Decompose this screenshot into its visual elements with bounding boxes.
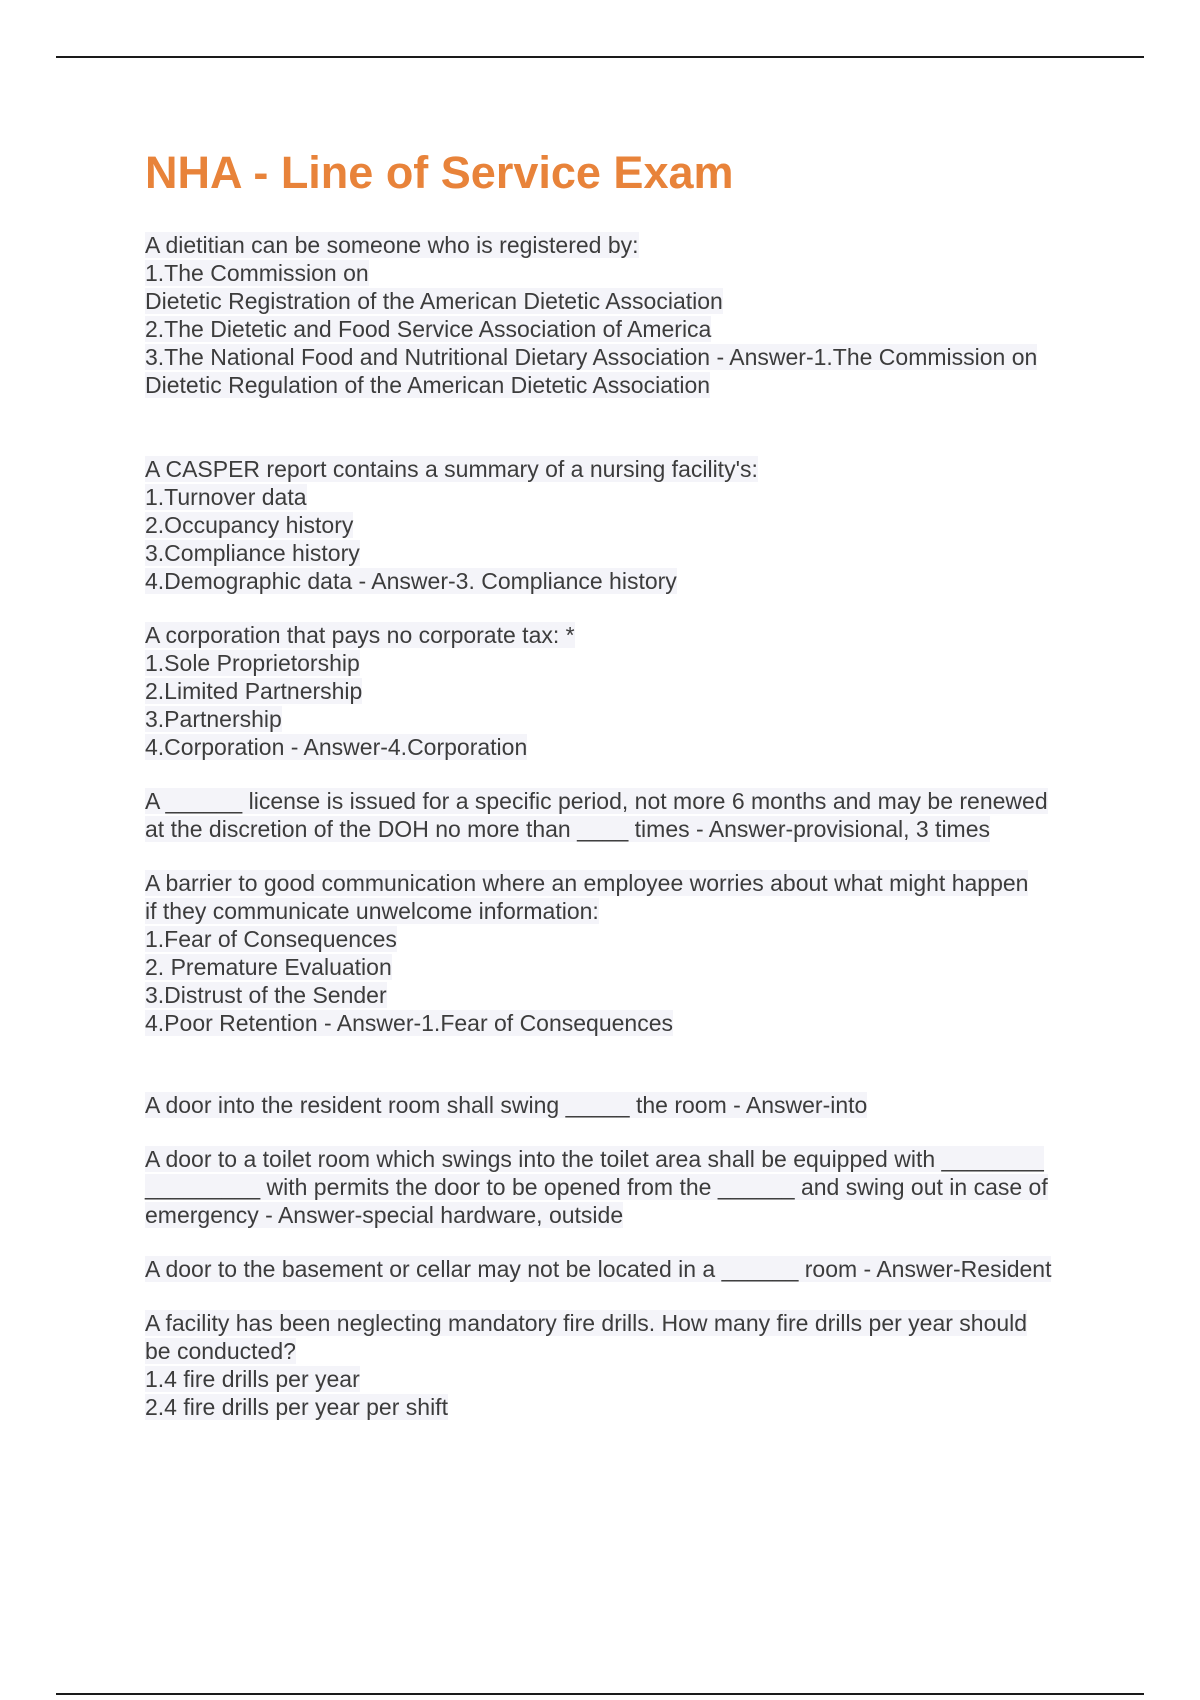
question-line: 3.Distrust of the Sender: [145, 982, 387, 1008]
question-line: at the discretion of the DOH no more than ____ times - Answer-provisional, 3 times: [145, 816, 991, 842]
question-line: 1.The Commission on: [145, 260, 369, 286]
question-line: _________ with permits the door to be opened from the ______ and swing out in case of: [145, 1174, 1048, 1200]
question-line: 1.Turnover data: [145, 484, 307, 510]
question-line: 1.Sole Proprietorship: [145, 650, 360, 676]
question-line: 3.Compliance history: [145, 540, 360, 566]
question-line: Dietetic Regulation of the American Dietetic Association: [145, 372, 711, 398]
question-block: [145, 1145, 1095, 1229]
question-line: A door to the basement or cellar may not be located in a ______ room - Answer-Resident: [145, 1256, 1052, 1282]
question-line: 1.4 fire drills per year: [145, 1366, 360, 1392]
question-line: A dietitian can be someone who is registered by:: [145, 232, 639, 258]
question-line: emergency - Answer-special hardware, outside: [145, 1202, 624, 1228]
question-line: 2.Limited Partnership: [145, 678, 363, 704]
question-line: 2.4 fire drills per year per shift: [145, 1394, 448, 1420]
document-title: NHA - Line of Service Exam: [145, 147, 734, 198]
question-line: 1.Fear of Consequences: [145, 926, 397, 952]
question-line: A door into the resident room shall swing _____ the room - Answer-into: [145, 1092, 868, 1118]
question-line: 2.The Dietetic and Food Service Association of America: [145, 316, 712, 342]
question-block: [145, 621, 1095, 761]
question-line: A door to a toilet room which swings into the toilet area shall be equipped with ________: [145, 1146, 1044, 1172]
question-block: [145, 1091, 1095, 1119]
question-line: if they communicate unwelcome information:: [145, 898, 599, 924]
question-block: [145, 231, 1095, 399]
question-line: 3.Partnership: [145, 706, 282, 732]
document-body: [145, 145, 1095, 1421]
question-line: 2. Premature Evaluation: [145, 954, 392, 980]
question-line: A facility has been neglecting mandatory fire drills. How many fire drills per year should: [145, 1310, 1028, 1336]
question-block: [145, 455, 1095, 595]
question-line: 4.Poor Retention - Answer-1.Fear of Consequences: [145, 1010, 674, 1036]
question-line: Dietetic Registration of the American Dietetic Association: [145, 288, 723, 314]
question-block: [145, 1255, 1095, 1283]
question-line: A corporation that pays no corporate tax: *: [145, 622, 575, 648]
question-block: [145, 869, 1095, 1037]
question-line: 4.Corporation - Answer-4.Corporation: [145, 734, 528, 760]
question-line: 2.Occupancy history: [145, 512, 354, 538]
question-line: A CASPER report contains a summary of a nursing facility's:: [145, 456, 758, 482]
question-block: [145, 1309, 1095, 1421]
question-line: 4.Demographic data - Answer-3. Compliance history: [145, 568, 677, 594]
question-block: [145, 787, 1095, 843]
question-line: 3.The National Food and Nutritional Dietary Association - Answer-1.The Commission on: [145, 344, 1038, 370]
footer-rule: [56, 1693, 1144, 1695]
question-line: A barrier to good communication where an employee worries about what might happen: [145, 870, 1029, 896]
header-rule: [56, 56, 1144, 58]
question-line: A ______ license is issued for a specific period, not more 6 months and may be renewed: [145, 788, 1048, 814]
question-line: be conducted?: [145, 1338, 296, 1364]
